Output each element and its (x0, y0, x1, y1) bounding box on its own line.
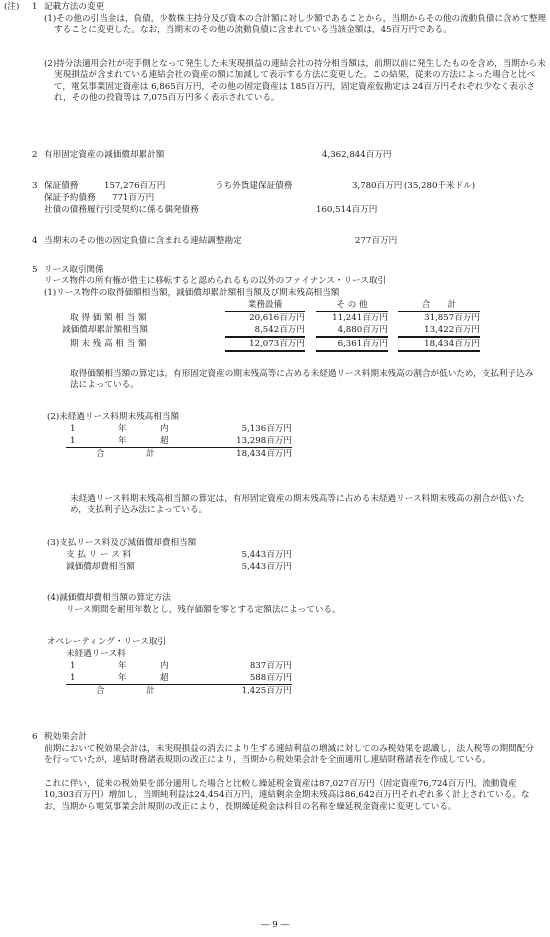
lease-section-2-title: (2)未経過リース料期末残高相当額 (47, 412, 180, 422)
remaining-row-2-value: 13,298百万円 (236, 436, 292, 446)
op-total-value: 1,425百万円 (241, 686, 292, 696)
lease-cell: 18,434百万円 (398, 339, 480, 352)
foreign-guarantee-label: うち外貨建保証債務 (215, 181, 293, 191)
lease-cell: 8,542百万円 (225, 325, 305, 338)
remaining-row-2-over: 超 (160, 436, 169, 446)
op-total-label-1: 合 (96, 686, 105, 696)
lease-col-header-total: 合 計 (398, 300, 480, 312)
note-1-number: 1 (32, 2, 38, 12)
note-6-number: 6 (32, 732, 38, 742)
lease-row-label: 期 末 残 高 相 当 額 (70, 339, 147, 349)
remaining-row-1-year: 年 (118, 424, 127, 434)
notes-label: (注) (4, 2, 20, 12)
contingent-liability-value: 160,514百万円 (316, 205, 378, 215)
note-2-value: 4,362,844百万円 (322, 150, 392, 160)
lease-section-1-note: 取得価額相当額の算定は，有形固定資産の期末残高等に占める未経過リース料期末残高の割合が低いため，支払利子込み法によっている。 (70, 369, 534, 391)
note-4-title: 当期末のその他の固定負債に含まれる連結調整勘定 (44, 236, 242, 246)
lease-section-4-title: (4)減価償却費相当額の算定方法 (47, 593, 171, 603)
note-2-title: 有形固定資産の減価償却累計額 (44, 150, 165, 160)
remaining-row-1-value: 5,136百万円 (241, 424, 292, 434)
lease-cell: 11,241百万円 (332, 313, 388, 323)
note-2-number: 2 (32, 150, 38, 160)
lease-section-1-title: (1)リース物件の取得価額相当額，減価償却累計額相当額及び期末残高相当額 (44, 288, 340, 298)
depreciation-equiv-label: 減価償却費相当額 (66, 562, 135, 572)
operating-lease-subtitle: 未経過リース料 (66, 649, 126, 659)
lease-cell: 12,073百万円 (225, 339, 305, 352)
remaining-row-1-num: 1 (70, 424, 76, 434)
remaining-row-2-num: 1 (70, 436, 76, 446)
op-row-2-over: 超 (160, 673, 169, 683)
lease-col-header-business: 業務設備 (225, 300, 305, 312)
lease-cell: 31,857百万円 (424, 313, 480, 323)
note-4-value: 277百万円 (355, 236, 398, 246)
lease-cell: 6,361百万円 (316, 339, 388, 352)
lease-cell: 4,880百万円 (316, 325, 388, 338)
lease-section-3-title: (3)支払リース料及び減価償却費相当額 (47, 538, 197, 548)
lease-section-2-note: 未経過リース料期末残高相当額の算定は，有形固定資産の期末残高等に占める未経過リース料期末残高の割合が低いため，支払利子込み法によっている。 (70, 494, 525, 516)
note-5-title: リース取引関係 (44, 265, 104, 275)
note-6-paragraph-1: 前期において税効果会計は，未実現損益の消去により生ずる連結利益の増減に対してのみ税効果を認識し，法人税等の期間配分を行っていたが，連結財務諸表規則の改正により，当期から税効果会計を全面適用し連結財務諸表を作成している。 (44, 744, 534, 766)
op-row-2-num: 1 (70, 673, 76, 683)
remaining-row-1-within: 内 (160, 424, 169, 434)
remaining-total-value: 18,434百万円 (236, 449, 292, 459)
guarantee-value: 157,276百万円 (104, 181, 166, 191)
lease-row-label: 取 得 価 額 相 当 額 (70, 313, 147, 323)
guarantee-reservation-label: 保証予約債務 (44, 193, 96, 203)
note-3-number: 3 (32, 181, 38, 191)
contingent-liability-label: 社債の債務履行引受契約に係る偶発債務 (44, 205, 199, 215)
note-5-subtitle: リース物件の所有権が借主に移転すると認められるもの以外のファイナンス・リース取引 (44, 276, 387, 286)
op-row-1-within: 内 (160, 661, 169, 671)
op-total-label-2: 計 (146, 686, 155, 696)
note-6-paragraph-2: これに伴い，従来の税効果を部分適用した場合と比較し繰延税金資産は87,027百万円（固定資産76,724百万円，流動資産10,303百万円）増加し，当期純利益は24,454百万円，連結剰余金期末残高は86,642百万円それぞれ多く計上されている。なお，当期から電気事業会計規則の改正により，長期繰延税金は科目の名称を繰延税金資産に変更している。 (44, 779, 530, 812)
op-row-2-value: 588百万円 (249, 673, 292, 683)
page-number: ― 9 ― (260, 920, 290, 930)
note-4-number: 4 (32, 236, 38, 246)
note-5-number: 5 (32, 265, 38, 275)
op-row-1-value: 837百万円 (249, 661, 292, 671)
lease-cell: 20,616百万円 (249, 313, 305, 323)
lease-section-4-note: リース期間を耐用年数とし，残存価額を零とする定額法によっている。 (66, 605, 341, 615)
note-1-paragraph-1: (1)その他の引当金は，負債，少数株主持分及び資本の合計額に対し少額であることから，当期からその他の流動負債に含めて整理することに変更した。なお，当期末のその他の流動負債に含まれている当該金額は，45百万円である。 (44, 14, 547, 36)
remaining-total-label-2: 計 (146, 449, 155, 459)
guarantee-label: 保証債務 (44, 181, 79, 191)
operating-lease-title: オペレーティング・リース取引 (47, 637, 167, 647)
lease-payment-value: 5,443百万円 (241, 550, 292, 560)
remaining-total-label-1: 合 (96, 449, 105, 459)
lease-col-header-other: そ の 他 (316, 300, 388, 312)
op-row-1-year: 年 (118, 661, 127, 671)
depreciation-equiv-value: 5,443百万円 (241, 562, 292, 572)
remaining-row-2-year: 年 (118, 436, 127, 446)
lease-payment-label: 支 払 リ ー ス 料 (66, 550, 132, 560)
guarantee-reservation-value: 771百万円 (112, 193, 155, 203)
note-6-title: 税効果会計 (44, 732, 87, 742)
foreign-guarantee-value: 3,780百万円 (352, 181, 403, 191)
lease-row-label: 減価償却累計額相当額 (62, 325, 148, 335)
note-1-paragraph-2: (2)持分法適用会社が売手側となって発生した未実現損益の連結会社の持分相当額は，前期以前に発生したものを含め，当期から未実現損益が含まれている連結会社の資産の額に加減して表示する方法に変更した。この結果，従来の方法によった場合と比べて，電気事業固定資産は 6,865百万円，その他の固定資産は 185百万円，固定資産仮勘定は 24百万円それぞれ少なく表示され，その他の投資等は 7,075百万円多く表示されている。 (44, 59, 546, 103)
op-row-2-year: 年 (118, 673, 127, 683)
foreign-guarantee-usd: (35,280千米ドル) (404, 181, 476, 191)
note-1-title: 記載方法の変更 (44, 2, 105, 12)
lease-cell: 13,422百万円 (398, 325, 480, 338)
op-row-1-num: 1 (70, 661, 76, 671)
